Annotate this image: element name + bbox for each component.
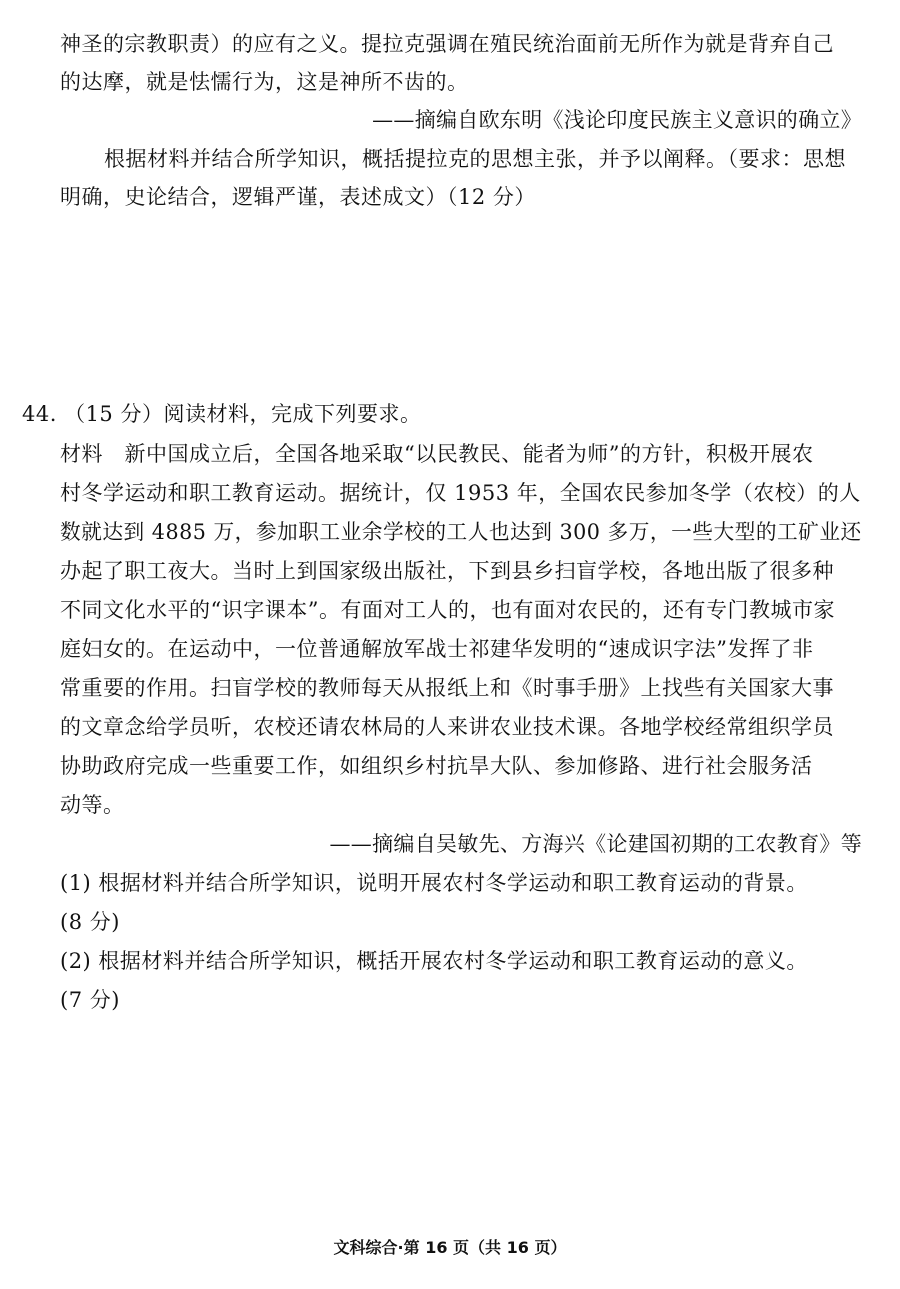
sub-question-2-score: (7 分) [60,988,120,1012]
material-line: 庭妇女的。在运动中，一位普通解放军战士祁建华发明的“速成识字法”发挥了非 [60,637,814,661]
question-header: 44. （15 分）阅读材料，完成下列要求。 [22,402,422,426]
material-line: 办起了职工夜大。当时上到国家级出版社，下到县乡扫盲学校，各地出版了很多种 [60,559,834,583]
page-footer: 文科综合·第 16 页（共 16 页） [333,1238,567,1257]
material-line: 材料 新中国成立后，全国各地采取“以民教民、能者为师”的方针，积极开展农 [60,442,814,466]
sub-question-2: (2) 根据材料并结合所学知识，概括开展农村冬学运动和职工教育运动的意义。 [60,949,808,973]
material-line: 不同文化水平的“识字课本”。有面对工人的，也有面对农民的，还有专门教城市家 [60,598,835,622]
material-line: 的文章念给学员听，农校还请农林局的人来讲农业技术课。各地学校经常组织学员 [60,715,834,739]
prev-prompt-line: 明确，史论结合，逻辑严谨，表述成文）（12 分） [60,185,536,209]
prev-prompt-line: 根据材料并结合所学知识，概括提拉克的思想主张，并予以阐释。（要求：思想 [104,147,846,171]
material-line: 数就达到 4885 万，参加职工业余学校的工人也达到 300 多万，一些大型的工矿业还 [60,520,862,544]
prev-material-line: 神圣的宗教职责）的应有之义。提拉克强调在殖民统治面前无所作为就是背弃自己 [60,32,834,56]
prev-material-line: 的达摩，就是怯懦行为，这是神所不齿的。 [60,70,469,94]
sub-question-1-score: (8 分) [60,910,120,934]
sub-question-1: (1) 根据材料并结合所学知识，说明开展农村冬学运动和职工教育运动的背景。 [60,871,808,895]
material-line: 常重要的作用。扫盲学校的教师每天从报纸上和《时事手册》上找些有关国家大事 [60,676,834,700]
material-line: 协助政府完成一些重要工作，如组织乡村抗旱大队、参加修路、进行社会服务活 [60,754,813,778]
prev-source-citation: ——摘编自欧东明《浅论印度民族主义意识的确立》 [372,108,862,132]
source-citation: ——摘编自吴敏先、方海兴《论建国初期的工农教育》等 [329,832,862,856]
material-line: 村冬学运动和职工教育运动。据统计，仅 1953 年，全国农民参加冬学（农校）的人 [60,481,861,505]
material-line: 动等。 [60,793,125,817]
